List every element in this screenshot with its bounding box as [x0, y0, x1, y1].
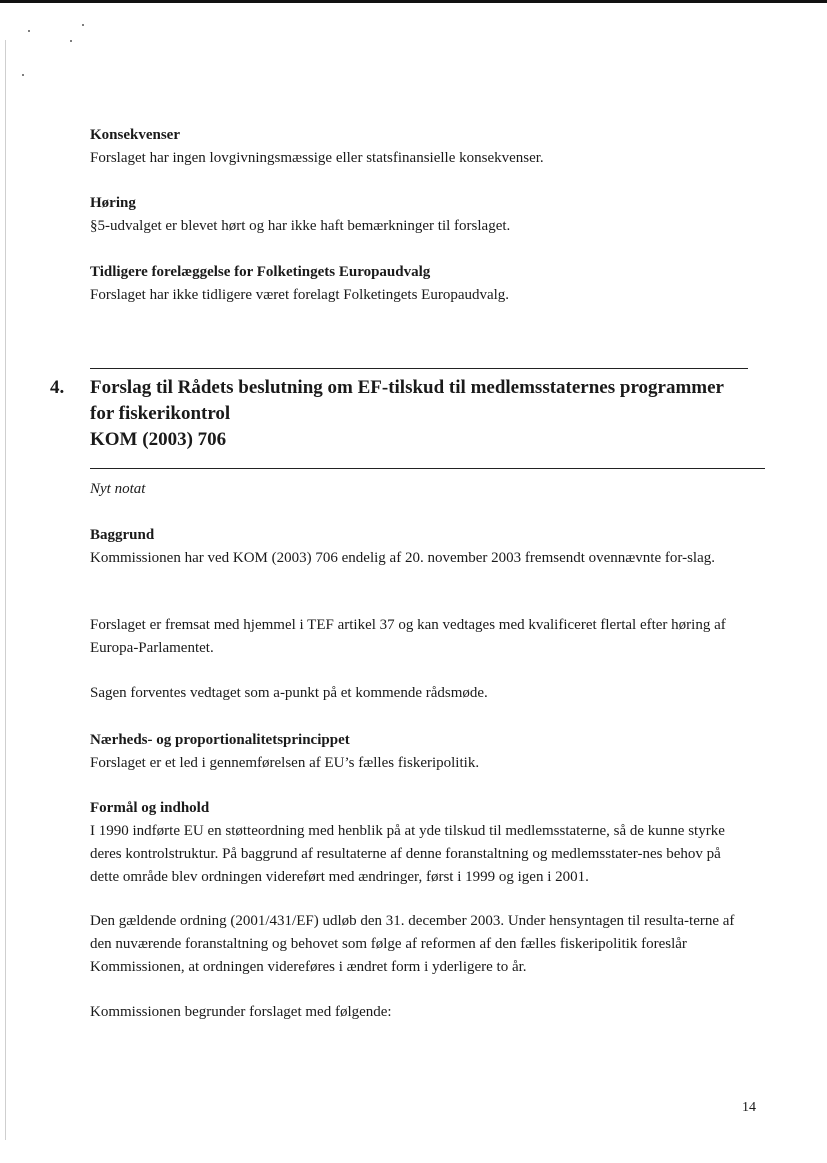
paragraph: Den gældende ordning (2001/431/EF) udløb den 31. december 2003. Under hensyntagen til resulta-terne af den nuværende foranstaltning og behovet som følge af reformen af den fælles fiskeripolitik foreslår Kommissionen, at ordningen videreføres i ændret form i yderligere to år. [90, 913, 735, 975]
section-heading: Konsekvenser [90, 127, 180, 143]
paragraph: Forslaget er fremsat med hjemmel i TEF artikel 37 og kan vedtages med kvalificeret flertal efter høring af Europa-Parlamentet. [90, 617, 726, 656]
title-rule-top [90, 368, 748, 369]
section-text: Forslaget har ikke tidligere været forelagt Folketingets Europaudvalg. [90, 287, 510, 303]
section-heading: Formål og indhold [90, 800, 210, 816]
scan-speck [28, 30, 30, 32]
paragraph: I 1990 indførte EU en støtteordning med henblik på at yde tilskud til medlemsstaterne, så de kunne styrke deres kontrolstruktur. På baggrund af resultaterne af denne foranstaltning og medlemsstater-nes behov på dette område blev ordningen videreført med ændringer, først i 1999 og igen i 2001. [90, 823, 725, 885]
section-formaal [90, 797, 750, 889]
item-reference: KOM (2003) 706 [90, 429, 227, 450]
section-heading: Nærheds- og proportionalitetsprincippet [90, 732, 350, 748]
scan-speck [70, 40, 72, 42]
paragraph: Sagen forventes vedtaget som a-punkt på et kommende rådsmøde. [90, 685, 488, 701]
section-heading: Tidligere forelæggelse for Folketingets Europaudvalg [90, 264, 431, 280]
item-title-line: Forslag til Rådets beslutning om EF-tilskud til medlemsstaternes programmer [90, 377, 724, 398]
title-rule-bottom [90, 468, 765, 469]
item-number: 4. [50, 377, 65, 398]
section-hoering [90, 192, 750, 238]
top-border-line [0, 0, 827, 3]
section-tidligere-forelaeggelse [90, 261, 750, 307]
section-heading: Baggrund [90, 527, 155, 543]
section-text: Forslaget har ingen lovgivningsmæssige eller statsfinansielle konsekvenser. [90, 150, 544, 166]
section-text: §5-udvalget er blevet hørt og har ikke haft bemærkninger til forslaget. [90, 218, 511, 234]
item-title [90, 375, 780, 453]
item-title-line: for fiskerikontrol [90, 403, 231, 424]
paragraph: Kommissionen begrunder forslaget med følgende: [90, 1004, 392, 1020]
scan-left-edge [5, 40, 6, 1140]
section-naerhed [90, 729, 750, 775]
scan-speck [22, 74, 24, 76]
note-label: Nyt notat [90, 481, 146, 497]
section-text: Forslaget er et led i gennemførelsen af EU’s fælles fiskeripolitik. [90, 755, 480, 771]
section-konsekvenser [90, 124, 750, 170]
page-number: 14 [742, 1100, 756, 1115]
paragraph: Kommissionen har ved KOM (2003) 706 endelig af 20. november 2003 fremsendt ovennævnte for-slag. [90, 550, 715, 566]
scan-speck [82, 24, 84, 26]
section-heading: Høring [90, 195, 136, 211]
section-baggrund [90, 524, 750, 570]
